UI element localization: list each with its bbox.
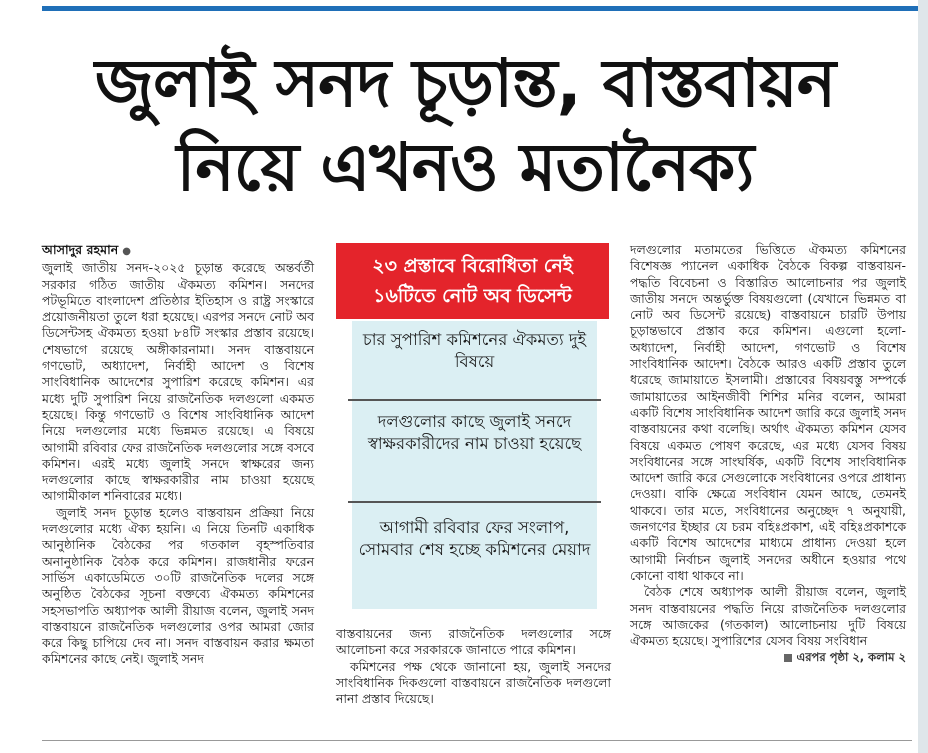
headline-line-1: জুলাই সনদ চূড়ান্ত, বাস্তবায়ন — [94, 45, 836, 122]
top-blue-rule — [42, 6, 928, 11]
highlight-line-2: ১৬টিতে নোট অব ডিসেন্ট — [373, 285, 572, 307]
highlight-line-1: ২৩ প্রস্তাবে বিরোধিতা নেই — [372, 255, 573, 277]
author-name: আসাদুর রহমান — [42, 242, 119, 257]
paragraph: বৈঠক শেষে অধ্যাপক আলী রীয়াজ বলেন, জুলাই সনদ বাস্তবায়নের পদ্ধতি নিয়ে রাজনৈতিক দলগুলোর সঙ্গে আজকের (গতকাল) আলোচনায় দুটি বিষয়ে ঐকমত্য হয়েছে। সুপারিশের যেসব বিষয় সংবিধান — [630, 584, 906, 649]
pull-quote-3: আগামী রবিবার ফের সংলাপ, সোমবার শেষ হচ্ছে কমিশনের মেয়াদ — [358, 518, 591, 559]
page-edge-strip — [918, 0, 928, 753]
headline-line-2: নিয়ে এখনও মতানৈক্য — [176, 129, 754, 206]
byline — [42, 242, 314, 260]
pull-quote-2: দলগুলোর কাছে জুলাই সনদে স্বাক্ষরকারীদের নাম চাওয়া হয়েছে — [367, 412, 582, 453]
headline — [30, 42, 900, 210]
pull-quote-box — [352, 321, 597, 609]
article-column-3 — [630, 242, 906, 737]
article-column-2 — [336, 626, 611, 736]
bullet-icon: ● — [122, 246, 132, 257]
paragraph: বাস্তবায়নের জন্য রাজনৈতিক দলগুলোর সঙ্গে আলোচনা করে সরকারকে জানাতে পারে কমিশন। — [336, 626, 611, 658]
paragraph: দলগুলোর মতামতের ভিত্তিতে ঐকমত্য কমিশনের বিশেষজ্ঞ প্যানেল একাধিক বৈঠকে বিকল্প বাস্তবায়ন-পদ্ধতি বিবেচনা ও বিস্তারিত আলোচনার পর জুলাই জাতীয় সনদে অন্তর্ভুক্ত বিষয়গুলো (যেখানে ভিন্নমত বা নোট অব ডিসেন্ট রয়েছে) বাস্তবায়নে চারটি উপায় চূড়ান্তভাবে প্রস্তাব করে কমিশন। এগুলো হলো- অধ্যাদেশ, নির্বাহী আদেশ, গণভোট ও বিশেষ সাংবিধানিক আদেশ। বৈঠকে আরও একটি প্রস্তাব তুলে ধরেছে জামায়াতে ইসলামী। প্রস্তাবের বিষয়বস্তু সম্পর্কে জামায়াতের আইনজীবী শিশির মনির বলেন, আমরা একটি বিশেষ সাংবিধানিক আদেশ জারি করে জুলাই সনদ বাস্তবায়নের কথা বলেছি। অর্থাৎ ঐকমত্য কমিশন যেসব বিষয়ে একমত পোষণ করেছে, এর মধ্যে যেসব বিষয় সংবিধানের সঙ্গে সাংঘর্ষিক, একটি বিশেষ সাংবিধানিক আদেশ জারি করে সেগুলোকে সংবিধানের ওপরে প্রাধান্য দেওয়া। বাকি ক্ষেত্রে সংবিধান যেমন আছে, তেমনই থাকবে। তার মতে, সংবিধানের অনুচ্ছেদ ৭ অনুযায়ী, জনগণের ইচ্ছার যে চরম বহিঃপ্রকাশ, এই বহিঃপ্রকাশকে একটি বিশেষ আদেশের মাধ্যমে প্রাধান্য দেওয়া হলে আগামী নির্বাচন জুলাই সনদের অধীনে হওয়ার পথে কোনো বাধা থাকবে না। — [630, 242, 906, 583]
bottom-rule — [42, 740, 912, 741]
paragraph: কমিশনের পক্ষ থেকে জানানো হয়, জুলাই সনদের সাংবিধানিক দিকগুলো বাস্তবায়নে রাজনৈতিক দলগুলো নানা প্রস্তাব দিয়েছে। — [336, 658, 611, 707]
continued-note — [630, 649, 906, 665]
paragraph: জুলাই সনদ চূড়ান্ত হলেও বাস্তবায়ন প্রক্রিয়া নিয়ে দলগুলোর মধ্যে ঐক্য হয়নি। এ নিয়ে তিনটি একাধিক আনুষ্ঠানিক বৈঠকের পর গতকাল বৃহস্পতিবার অনানুষ্ঠানিক বৈঠক করে কমিশন। রাজধানীর ফরেন সার্ভিস একাডেমিতে ৩০টি রাজনৈতিক দলের সঙ্গে অনুষ্ঠিত বৈঠকের সূচনা বক্তব্যে ঐকমত্য কমিশনের সহসভাপতি অধ্যাপক আলী রীয়াজ বলেন, জুলাই সনদ বাস্তবায়নে রাজনৈতিক দলগুলোর ওপর আমরা জোর করে কিছু চাপিয়ে দেব না। সনদ বাস্তবায়ন করার ক্ষমতা কমিশনের কাছে নেই। জুলাই সনদ — [42, 504, 314, 667]
highlight-box-red — [336, 243, 609, 319]
square-icon — [784, 654, 792, 662]
divider — [348, 501, 601, 503]
divider — [348, 399, 601, 401]
pull-quote-1: চার সুপারিশ কমিশনের ঐকমত্য দুই বিষয়ে — [362, 330, 587, 371]
paragraph: জুলাই জাতীয় সনদ-২০২৫ চূড়ান্ত করেছে অন্তর্বর্তী সরকার গঠিত জাতীয় ঐকমত্য কমিশন। সনদের পটভূমিতে বাংলাদেশ প্রতিষ্ঠার ইতিহাস ও রাষ্ট্র সংস্কারে প্রয়োজনীয়তা তুলে ধরা হয়েছে। এরপর সনদে নোট অব ডিসেন্টসহ ঐকমত্য হওয়া ৮৪টি সংস্কার প্রস্তাব রয়েছে। শেষভাগে রয়েছে অঙ্গীকারনামা। সনদ বাস্তবায়নে গণভোট, অধ্যাদেশ, নির্বাহী আদেশ ও বিশেষ সাংবিধানিক আদেশের সুপারিশ করেছে কমিশন। এর মধ্যে দুটি সুপারিশ নিয়ে রাজনৈতিক দলগুলো একমত হয়েছে। কিন্তু গণভোট ও বিশেষ সাংবিধানিক আদেশ নিয়ে দলগুলোর মধ্যে ভিন্নমত রয়েছে। এ বিষয়ে আগামী রবিবার ফের রাজনৈতিক দলগুলোর সঙ্গে বসবে কমিশন। এরই মধ্যে জুলাই সনদে স্বাক্ষরের জন্য দলগুলোর কাছে স্বাক্ষরকারীর নাম চাওয়া হয়েছে আগামীকাল শনিবারের মধ্যে। — [42, 260, 314, 504]
article-column-1 — [42, 242, 314, 732]
continued-label: এরপর পৃষ্ঠা ২, কলাম ২ — [796, 650, 906, 665]
